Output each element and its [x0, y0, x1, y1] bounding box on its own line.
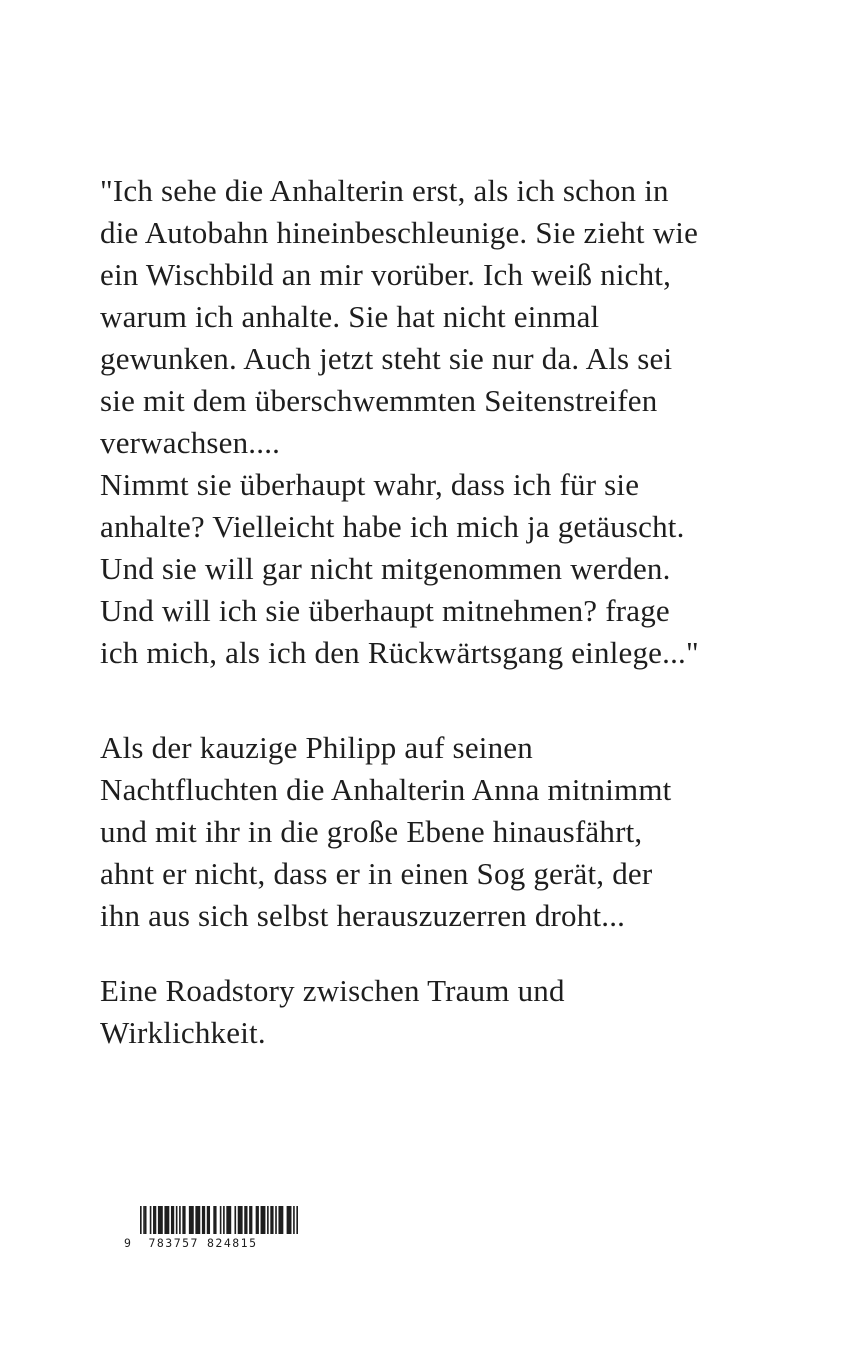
barcode-digits	[124, 1236, 258, 1250]
barcode-bar	[270, 1206, 273, 1234]
summary-line: und mit ihr in die große Ebene hinausfährt,	[100, 814, 643, 849]
barcode-lead-digit: 9	[124, 1236, 133, 1250]
barcode-bar	[256, 1206, 259, 1234]
quote-line: sie mit dem überschwemmten Seitenstreifen	[100, 383, 658, 418]
barcode-group-left: 783757	[148, 1236, 199, 1250]
barcode-bar	[244, 1206, 247, 1234]
barcode-bar	[278, 1206, 283, 1234]
barcode-bar	[171, 1206, 174, 1234]
barcode-bar	[189, 1206, 194, 1234]
barcode-group-right: 824815	[206, 1236, 258, 1250]
summary-line: ahnt er nicht, dass er in einen Sog gerät, der	[100, 856, 653, 891]
barcode-bar	[293, 1206, 295, 1234]
barcode-bar	[158, 1206, 163, 1234]
barcode-bar	[179, 1206, 181, 1234]
quote-line: Nimmt sie überhaupt wahr, dass ich für sie	[100, 467, 640, 502]
tagline-line: Eine Roadstory zwischen Traum und	[100, 973, 565, 1008]
barcode-bar	[238, 1206, 243, 1234]
barcode-bar	[223, 1206, 225, 1234]
barcode-bar	[143, 1206, 145, 1234]
quote-line: Und sie will gar nicht mitgenommen werden.	[100, 551, 671, 586]
barcode-bar	[140, 1206, 142, 1234]
quote-line: ein Wischbild an mir vorüber. Ich weiß nicht,	[100, 257, 672, 292]
blurb-summary	[100, 727, 800, 937]
barcode-bar	[195, 1206, 200, 1234]
quote-line: ich mich, als ich den Rückwärtsgang einlege..."	[100, 635, 699, 670]
summary-line: Nachtfluchten die Anhalterin Anna mitnimmt	[100, 772, 672, 807]
barcode-bar	[296, 1206, 298, 1234]
tagline-line: Wirklichkeit.	[100, 1015, 266, 1050]
quote-line: die Autobahn hineinbeschleunige. Sie zieht wie	[100, 215, 699, 250]
barcode-bar	[249, 1206, 252, 1234]
quote-line: gewunken. Auch jetzt steht sie nur da. Als sei	[100, 341, 673, 376]
barcode-bar	[261, 1206, 266, 1234]
barcode-bar	[275, 1206, 277, 1234]
barcode-bar	[145, 1206, 147, 1234]
barcode-bars	[140, 1206, 300, 1236]
barcode-bar	[176, 1206, 178, 1234]
barcode-bar	[226, 1206, 231, 1234]
barcode-bar	[267, 1206, 269, 1234]
quote-line: Und will ich sie überhaupt mitnehmen? frage	[100, 593, 670, 628]
barcode-bar	[164, 1206, 169, 1234]
barcode-bar	[153, 1206, 156, 1234]
barcode-bar	[213, 1206, 216, 1234]
barcode-bar	[202, 1206, 205, 1234]
summary-line: Als der kauzige Philipp auf seinen	[100, 730, 533, 765]
blurb-quote	[100, 170, 800, 674]
quote-line: warum ich anhalte. Sie hat nicht einmal	[100, 299, 600, 334]
barcode-bar	[182, 1206, 185, 1234]
barcode-bar	[150, 1206, 152, 1234]
quote-line: "Ich sehe die Anhalterin erst, als ich schon in	[100, 173, 669, 208]
barcode-bar	[220, 1206, 222, 1234]
barcode-bar	[234, 1206, 236, 1234]
summary-line: ihn aus sich selbst herauszuzerren droht...	[100, 898, 626, 933]
barcode-bar	[207, 1206, 210, 1234]
barcode-bar	[287, 1206, 292, 1234]
quote-line: verwachsen....	[100, 425, 281, 460]
quote-line: anhalte? Vielleicht habe ich mich ja getäuscht.	[100, 509, 685, 544]
blurb-tagline	[100, 970, 800, 1054]
